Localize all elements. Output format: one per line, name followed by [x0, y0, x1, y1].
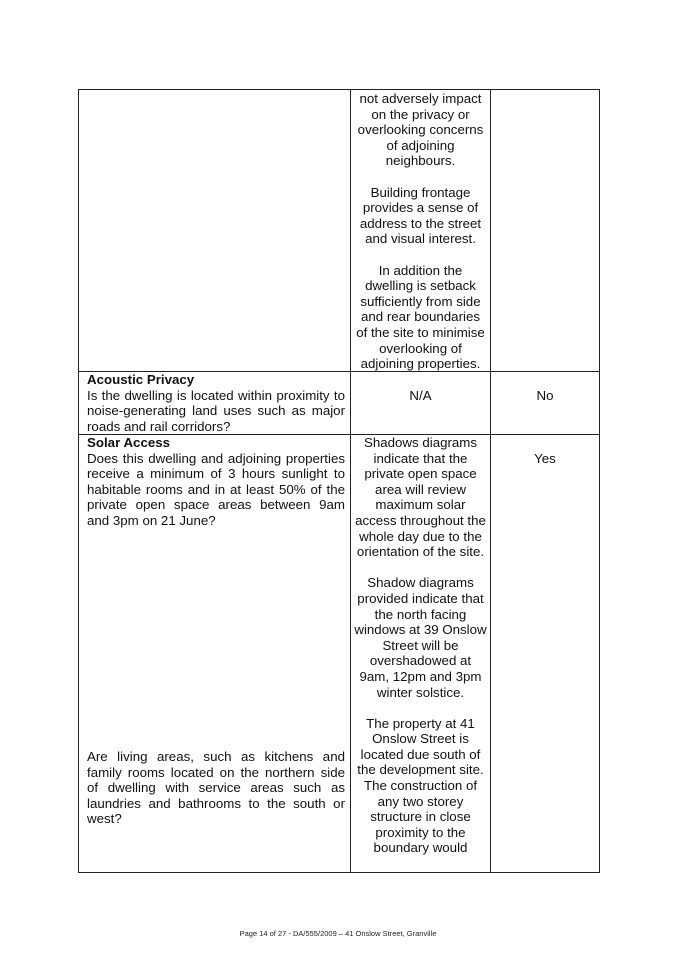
comment-paragraph: In addition the dwelling is setback sufficiently from side and rear boundaries of the site to minimise overlooking of adjoining properties. [356, 262, 485, 372]
comment-text: N/A [409, 388, 432, 403]
comment-paragraph: not adversely impact on the privacy or overlooking concerns of adjoining neighbours. [357, 91, 484, 169]
section-heading: Acoustic Privacy [87, 372, 195, 387]
complies-value: No [536, 388, 554, 403]
complies-value: Yes [534, 451, 556, 466]
row-1-comments [351, 91, 490, 372]
criteria-text: Is the dwelling is located within proximity to noise-generating land uses such as major roads and rail corridors? [87, 387, 345, 434]
section-heading: Solar Access [87, 435, 171, 450]
row-3-complies [491, 451, 599, 467]
row-2-comments [351, 388, 490, 404]
row-3-criteria [87, 435, 345, 529]
criteria-text: Does this dwelling and adjoining properties receive a minimum of 3 hours sunlight to habitable rooms and in at least 50% of the private open space areas between 9am and 3pm on 21 June? [87, 450, 345, 528]
row-2-complies [491, 388, 599, 404]
comment-paragraph: Shadow diagrams provided indicate that the north facing windows at 39 Onslow Street will be overshadowed at 9am, 12pm and 3pm winter solstice. [354, 575, 487, 700]
comment-paragraph: The property at 41 Onslow Street is located due south of the development site. The construction of any two storey structure in close proximity to the boundary would [357, 715, 484, 856]
comment-paragraph: Building frontage provides a sense of address to the street and visual interest. [359, 184, 482, 247]
row-3-comments [351, 435, 490, 856]
comment-paragraph: Shadows diagrams indicate that the private open space area will review maximum solar access throughout the whole day due to the orientation of the site. [355, 435, 486, 560]
criteria-text: Are living areas, such as kitchens and family rooms located on the northern side of dwelling with service areas such as laundries and bathrooms to the south or west? [87, 749, 345, 827]
assessment-table [78, 89, 600, 873]
page-footer: Page 14 of 27 - DA/555/2009 – 41 Onslow Street, Granville [239, 929, 437, 938]
row-3-criteria [87, 749, 345, 827]
row-2-criteria [87, 372, 345, 434]
column-divider [490, 90, 491, 872]
